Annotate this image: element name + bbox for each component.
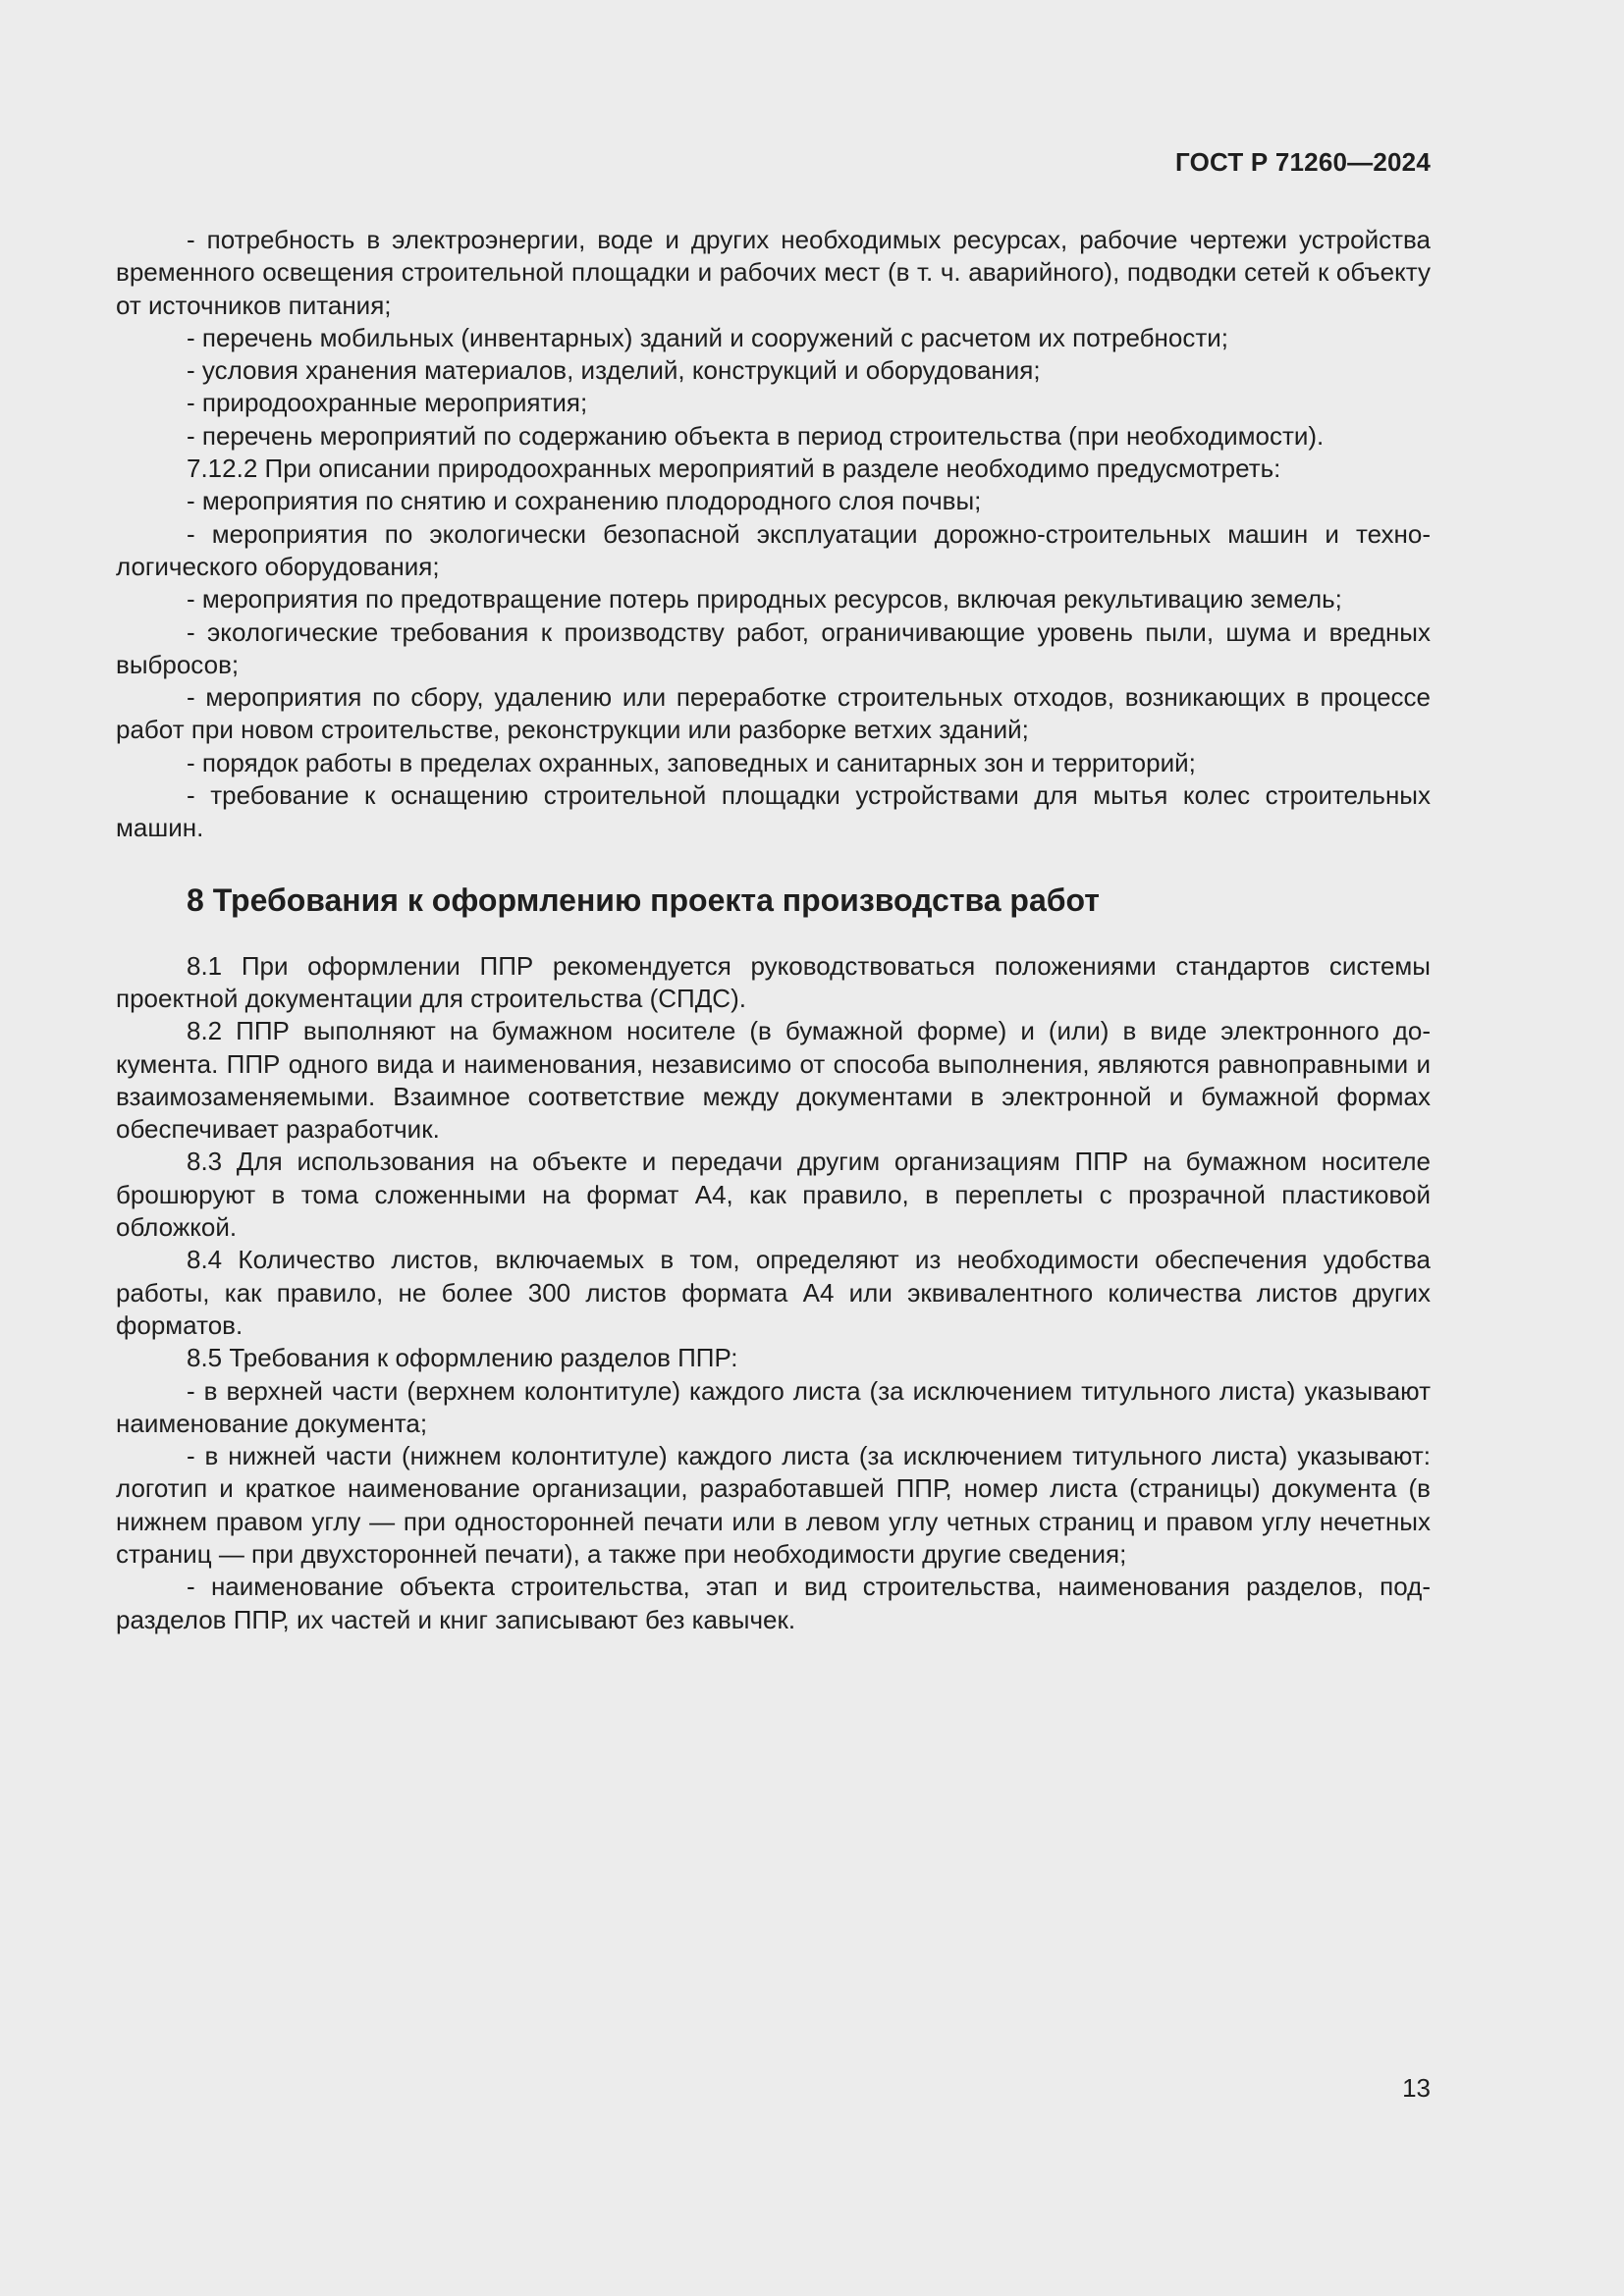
- list-item: - перечень мероприятий по содержанию объекта в период строительства (при необходимости).: [187, 420, 1325, 451]
- list-item: - потребность в электроэнергии, воде и других необходимых ресурсах, рабочие чертежи устройства временного освещения строительной площадки и рабочих мест (в т. ч. аварийного), подводки сетей к объекту от источников питания;: [116, 225, 1431, 320]
- list-item: - мероприятия по предотвращение потерь природных ресурсов, включая рекультивацию земель;: [187, 584, 1342, 614]
- list-item: - мероприятия по экологически безопасной эксплуатации дорожно-строительных машин и технологического оборудования;: [116, 518, 1431, 581]
- clause-8-2: 8.2 ППР выполняют на бумажном носителе (в бумажной форме) и (или) в виде электронного документа. ППР одного вида и наименования, независимо от способа выполнения, являются равноправными и взаимозаменяемыми. Взаимное соответствие между документами в электронной и бумажной формах обеспечивает разработчик.: [116, 1016, 1431, 1145]
- list-item: - условия хранения материалов, изделий, конструкций и оборудования;: [187, 355, 1041, 386]
- clause-8-1: 8.1 При оформлении ППР рекомендуется руководствоваться положениями стандартов системы проектной документации для строительства (СПДС).: [116, 950, 1431, 1013]
- clause-8-5: 8.5 Требования к оформлению разделов ППР:: [187, 1343, 738, 1373]
- list-item: - природоохранные мероприятия;: [187, 388, 588, 418]
- clause-8-3: 8.3 Для использования на объекте и передачи другим организациям ППР на бумажном носителе брошюруют в тома сложенными на формат А4, как правило, в переплеты с прозрачной пластиковой обложкой.: [116, 1147, 1431, 1243]
- body-text: [116, 224, 1431, 1636]
- list-item: - в нижней части (нижнем колонтитуле) каждого листа (за исключением титульного листа) указывают: логотип и краткое наименование организации, разработавшей ППР, номер листа (страницы) документа (в нижнем правом углу — при односторонней печати или в левом углу четных страниц и правом углу нечетных страниц — при двухсторонней печати), а также при необходимости другие сведения;: [116, 1441, 1431, 1569]
- list-item: - экологические требования к производству работ, ограничивающие уровень пыли, шума и вредных выбросов;: [116, 616, 1431, 679]
- list-item: - требование к оснащению строительной площадки устройствами для мытья колес строительных машин.: [116, 780, 1431, 843]
- list-item: - мероприятия по снятию и сохранению плодородного слоя почвы;: [187, 486, 982, 516]
- page-number: 13: [1402, 2073, 1431, 2103]
- list-item: - порядок работы в пределах охранных, заповедных и санитарных зон и территорий;: [187, 747, 1196, 777]
- section-8-heading: 8 Требования к оформлению проекта производства работ: [187, 881, 1100, 918]
- list-item: - в верхней части (верхнем колонтитуле) каждого листа (за исключением титульного листа) указывают наименование документа;: [116, 1375, 1431, 1438]
- list-item: - перечень мобильных (инвентарных) зданий и сооружений с расчетом их потребности;: [187, 322, 1228, 352]
- list-item: - мероприятия по сбору, удалению или переработке строительных отходов, возникающих в процессе работ при новом строительстве, реконструкции или разборке ветхих зданий;: [116, 682, 1431, 745]
- document-code-header: ГОСТ Р 71260—2024: [1175, 147, 1431, 177]
- clause-8-4: 8.4 Количество листов, включаемых в том, определяют из необходимости обеспечения удобства работы, как правило, не более 300 листов формата А4 или эквивалентного количества листов других форматов.: [116, 1245, 1431, 1340]
- list-item: - наименование объекта строительства, этап и вид строительства, наименования разделов, подразделов ППР, их частей и книг записывают без кавычек.: [116, 1572, 1431, 1634]
- subclause-7-12-2: 7.12.2 При описании природоохранных мероприятий в разделе необходимо предусмотреть:: [187, 454, 1281, 484]
